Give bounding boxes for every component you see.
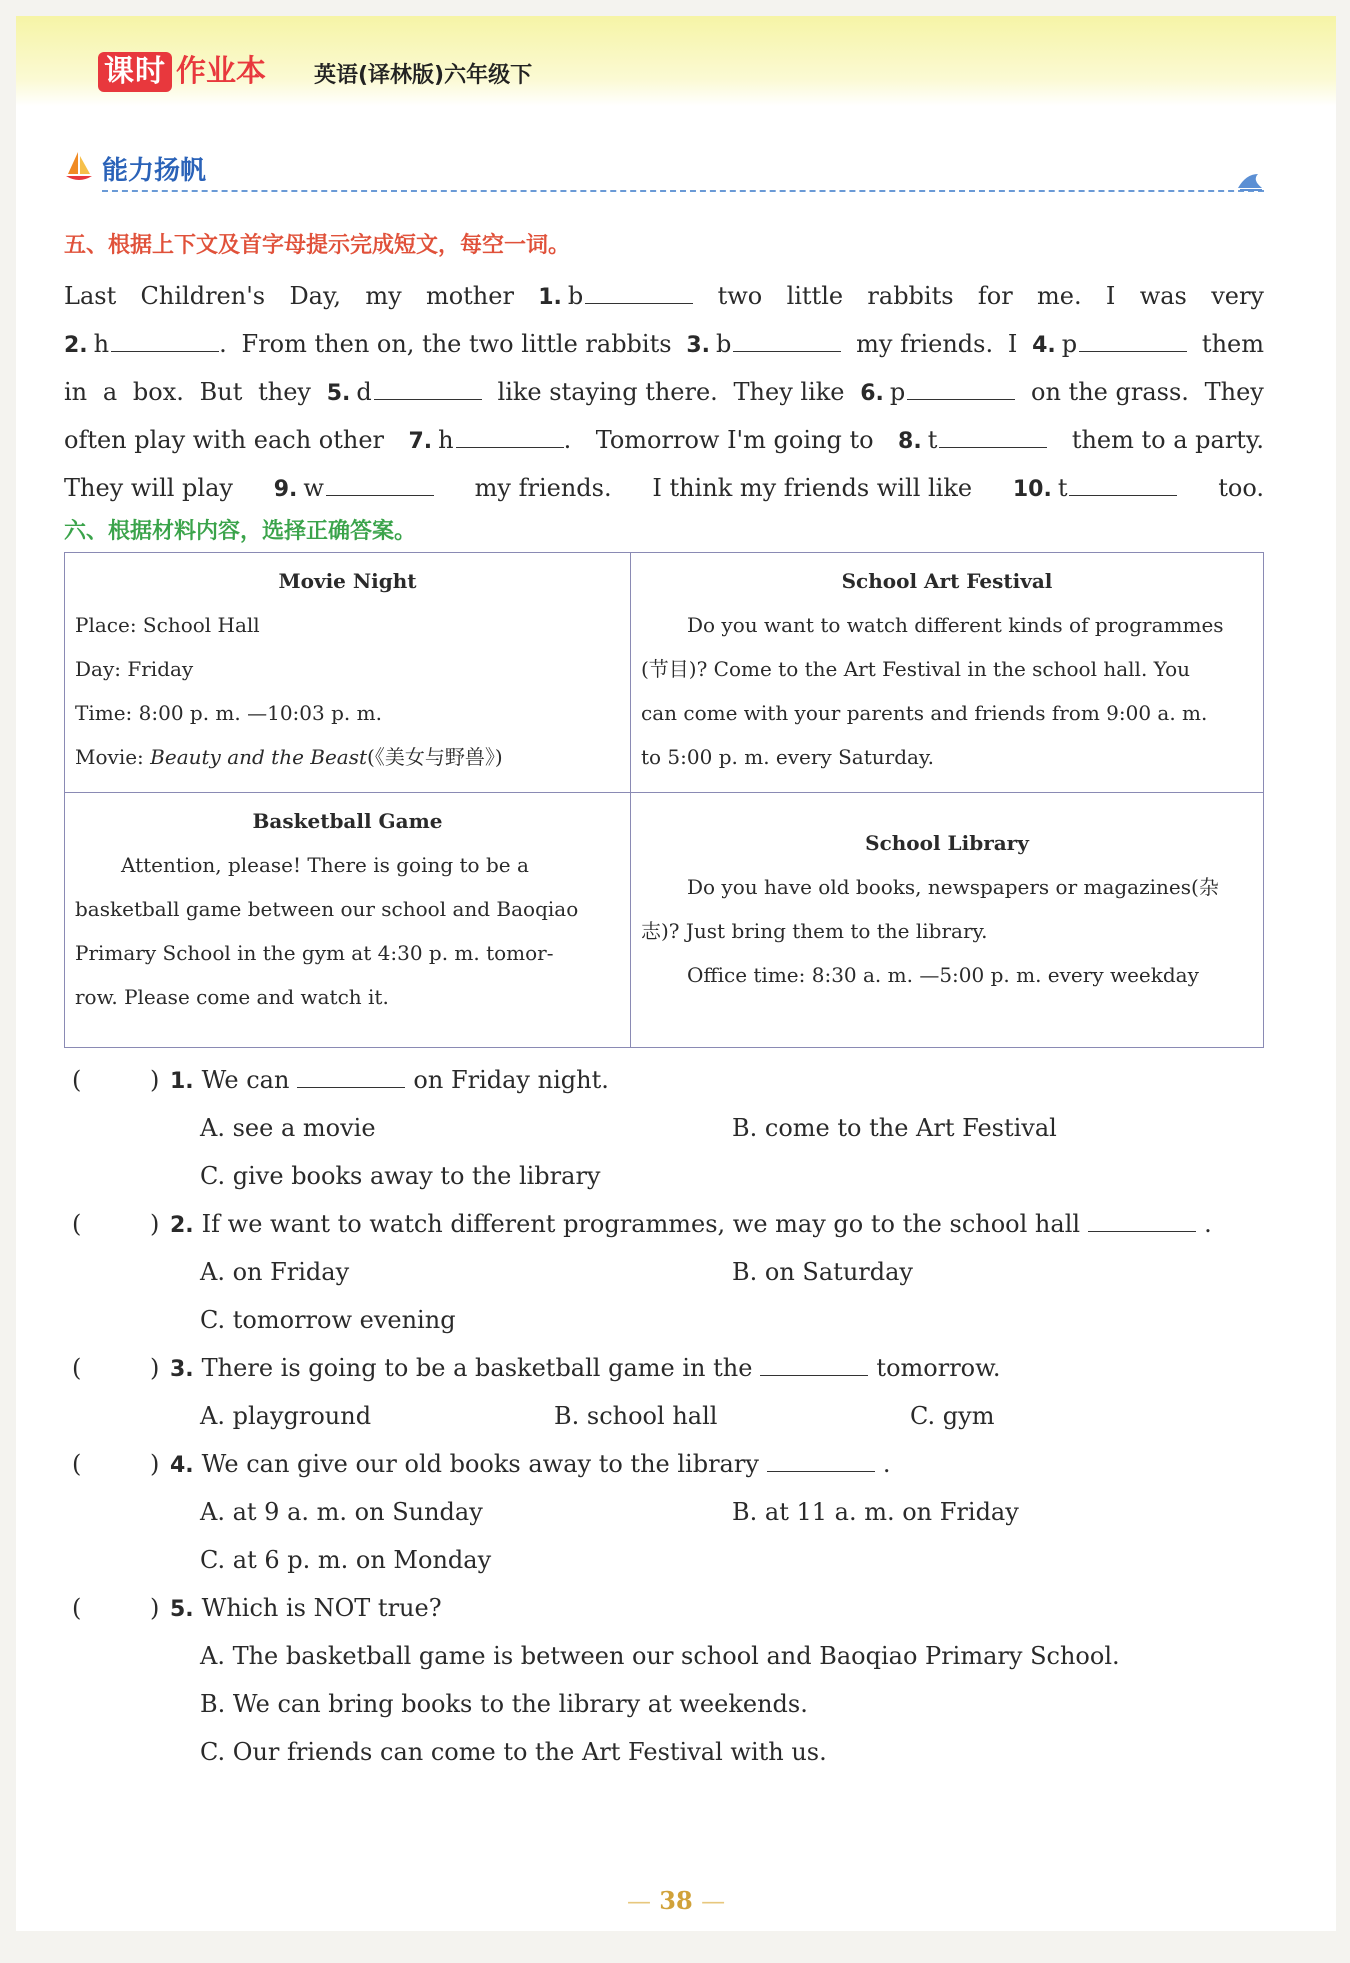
movie-cn-name: (《美女与野兽》)	[367, 745, 503, 769]
reading-material-table	[64, 552, 1264, 1048]
movie-name-line	[75, 735, 620, 779]
art-line: to 5:00 p. m. every Saturday.	[641, 745, 934, 769]
blank-suffix: .	[219, 330, 227, 358]
art-festival-card	[631, 553, 1263, 793]
answer-blank[interactable]	[374, 377, 482, 400]
question-number: 4.	[170, 1453, 194, 1478]
answer-paren-right: )	[150, 1354, 160, 1382]
passage-text: them	[1201, 330, 1264, 358]
answer-blank[interactable]	[733, 329, 841, 352]
part5-heading: 五、根据上下文及首字母提示完成短文，每空一词。	[64, 233, 571, 258]
answer-blank[interactable]	[585, 281, 693, 304]
question-text	[170, 1344, 1000, 1394]
page-number-value: 38	[659, 1886, 693, 1915]
passage-text: often play with each other	[64, 426, 385, 454]
passage-line	[64, 320, 1264, 368]
passage-text: they	[258, 378, 311, 406]
art-line: can come with your parents and friends from 9:00 a. m.	[641, 701, 1208, 725]
question-stem-end: .	[882, 1450, 891, 1478]
question-stem-end: on Friday night.	[413, 1066, 609, 1094]
passage-text: for	[977, 282, 1013, 310]
library-line: Do you have old books, newspapers or magazines(杂	[687, 875, 1219, 899]
movie-night-title: Movie Night	[278, 569, 417, 593]
passage-text: From then on, the two little rabbits	[241, 330, 672, 358]
answer-paren-left: (	[72, 1594, 82, 1622]
passage-line	[64, 416, 1264, 464]
question-row	[64, 1440, 1264, 1488]
passage-text: very	[1211, 282, 1264, 310]
answer-blank[interactable]	[1088, 1209, 1196, 1232]
option-row	[64, 1248, 1264, 1296]
passage-text: my	[365, 282, 402, 310]
passage-text: my friends.	[474, 474, 612, 502]
answer-paren-right: )	[150, 1210, 160, 1238]
passage-text: a	[102, 378, 118, 406]
option-a[interactable]: A. on Friday	[200, 1258, 350, 1286]
question-text	[170, 1056, 609, 1106]
option-b[interactable]: B. on Saturday	[732, 1258, 913, 1286]
question-stem: If we want to watch different programmes, we may go to the school hall	[201, 1210, 1081, 1238]
basketball-line: basketball game between our school and Baoqiao	[75, 897, 579, 921]
answer-paren-left: (	[72, 1066, 82, 1094]
sailboat-icon	[64, 150, 94, 184]
answer-blank[interactable]	[760, 1353, 868, 1376]
option-row	[64, 1728, 1264, 1776]
question-text	[170, 1200, 1212, 1250]
passage-text: mother	[425, 282, 514, 310]
passage-blank-group	[898, 416, 1047, 464]
blank-initial: h	[93, 330, 110, 358]
passage-text: me.	[1037, 282, 1082, 310]
passage-blank-group	[538, 272, 693, 320]
book-subtitle: 英语(译林版)六年级下	[314, 63, 533, 88]
library-title: School Library	[865, 831, 1029, 855]
blank-number: 3.	[686, 333, 710, 358]
passage-blank-group	[1013, 464, 1178, 512]
page-number	[576, 1886, 776, 1915]
option-row	[64, 1536, 1264, 1584]
option-c[interactable]: C. at 6 p. m. on Monday	[200, 1546, 492, 1574]
answer-paren-left: (	[72, 1450, 82, 1478]
page-header	[16, 16, 1336, 106]
passage-text: Children's	[140, 282, 266, 310]
cloze-passage	[64, 272, 1264, 512]
logo-text: 作业本	[176, 54, 266, 89]
logo-box: 课时	[98, 52, 172, 92]
option-a[interactable]: A. at 9 a. m. on Sunday	[200, 1498, 483, 1526]
answer-paren-right: )	[150, 1450, 160, 1478]
option-row	[64, 1680, 1264, 1728]
passage-blank-group	[64, 320, 227, 368]
basketball-title: Basketball Game	[252, 809, 443, 833]
passage-line	[64, 368, 1264, 416]
passage-text: Day,	[289, 282, 341, 310]
passage-blank-group	[1032, 320, 1187, 368]
passage-text: I think my friends will like	[652, 474, 973, 502]
basketball-line: row. Please come and watch it.	[75, 985, 389, 1009]
passage-blank-group	[686, 320, 841, 368]
book-logo	[98, 52, 266, 92]
option-c[interactable]: C. Our friends can come to the Art Festival with us.	[200, 1738, 827, 1766]
passage-text: But	[199, 378, 243, 406]
basketball-card	[65, 793, 631, 1047]
passage-text: I	[1105, 282, 1116, 310]
blank-number: 9.	[273, 477, 298, 502]
library-card	[631, 793, 1263, 1047]
passage-text: them to a party.	[1071, 426, 1264, 454]
option-row	[64, 1296, 1264, 1344]
blank-initial: t	[1057, 474, 1068, 502]
blank-number: 10.	[1012, 477, 1052, 502]
option-c[interactable]: C. gym	[910, 1402, 995, 1430]
question-row	[64, 1200, 1264, 1248]
question-number: 2.	[170, 1213, 194, 1238]
blank-initial: w	[303, 474, 324, 502]
option-b[interactable]: B. school hall	[554, 1402, 718, 1430]
art-festival-title: School Art Festival	[841, 569, 1053, 593]
question-text	[170, 1584, 442, 1634]
wave-icon	[1236, 170, 1264, 192]
movie-label: Movie:	[75, 745, 151, 769]
passage-text: They	[1204, 378, 1264, 406]
passage-text: Last	[64, 282, 117, 310]
blank-initial: b	[567, 282, 584, 310]
answer-blank[interactable]	[939, 425, 1047, 448]
blank-number: 5.	[326, 381, 351, 406]
answer-blank[interactable]	[1069, 473, 1177, 496]
passage-text: two	[717, 282, 763, 310]
blank-initial: h	[438, 426, 454, 454]
passage-text: on the grass.	[1031, 378, 1189, 406]
passage-blank-group	[274, 464, 434, 512]
worksheet-page	[16, 16, 1336, 1931]
blank-initial: b	[716, 330, 732, 358]
blank-suffix: .	[563, 426, 572, 454]
question-stem: There is going to be a basketball game in the	[201, 1354, 753, 1382]
blank-number: 6.	[860, 381, 884, 406]
passage-text: Tomorrow I'm going to	[595, 426, 874, 454]
blank-number: 4.	[1032, 333, 1056, 358]
passage-text: rabbits	[867, 282, 954, 310]
answer-blank[interactable]	[1079, 329, 1187, 352]
section-divider	[102, 190, 1264, 192]
blank-number: 1.	[538, 285, 562, 310]
option-row	[64, 1488, 1264, 1536]
question-list	[64, 1056, 1264, 1776]
question-number: 5.	[170, 1597, 194, 1622]
passage-line	[64, 464, 1264, 512]
page-dash-right: —	[701, 1887, 726, 1915]
passage-text: They will play	[64, 474, 233, 502]
passage-line	[64, 272, 1264, 320]
passage-blank-group	[408, 416, 571, 464]
option-a[interactable]: A. The basketball game is between our school and Baoqiao Primary School.	[200, 1642, 1120, 1670]
question-stem: We can give our old books away to the library	[201, 1450, 759, 1478]
option-b[interactable]: B. come to the Art Festival	[732, 1114, 1057, 1142]
movie-place: Place: School Hall	[75, 613, 260, 637]
question-row	[64, 1584, 1264, 1632]
answer-blank[interactable]	[767, 1449, 875, 1472]
blank-initial: d	[356, 378, 372, 406]
passage-text: I	[1007, 330, 1018, 358]
blank-initial: t	[927, 426, 938, 454]
blank-initial: p	[1061, 330, 1078, 358]
question-number: 1.	[170, 1069, 194, 1094]
answer-paren-left: (	[72, 1210, 82, 1238]
option-c[interactable]: C. give books away to the library	[200, 1162, 601, 1190]
answer-blank[interactable]	[111, 329, 219, 352]
question-number: 3.	[170, 1357, 194, 1382]
answer-blank[interactable]	[326, 473, 434, 496]
question-stem: We can	[201, 1066, 290, 1094]
answer-paren-right: )	[150, 1594, 160, 1622]
option-b[interactable]: B. at 11 a. m. on Friday	[732, 1498, 1019, 1526]
answer-blank[interactable]	[297, 1065, 405, 1088]
basketball-line: Primary School in the gym at 4:30 p. m. tomor-	[75, 941, 554, 965]
option-a[interactable]: A. see a movie	[200, 1114, 376, 1142]
passage-text: box.	[132, 378, 184, 406]
option-row	[64, 1104, 1264, 1152]
answer-paren-left: (	[72, 1354, 82, 1382]
question-text	[170, 1440, 891, 1490]
movie-night-card	[65, 553, 631, 793]
question-stem-end: tomorrow.	[876, 1354, 1001, 1382]
movie-day: Day: Friday	[75, 657, 194, 681]
passage-text: in	[64, 378, 88, 406]
movie-name: Beauty and the Beast	[150, 745, 368, 769]
passage-blank-group	[860, 368, 1015, 416]
art-line: Do you want to watch different kinds of programmes	[687, 613, 1224, 637]
blank-initial: p	[889, 378, 906, 406]
passage-text: They like	[733, 378, 845, 406]
blank-number: 8.	[898, 429, 922, 454]
option-c[interactable]: C. tomorrow evening	[200, 1306, 456, 1334]
question-row	[64, 1344, 1264, 1392]
art-line: (节目)? Come to the Art Festival in the school hall. You	[641, 657, 1191, 681]
option-row	[64, 1632, 1264, 1680]
passage-text: like staying there.	[497, 378, 718, 406]
library-line: Office time: 8:30 a. m. —5:00 p. m. every weekday	[687, 963, 1199, 987]
answer-blank[interactable]	[456, 425, 564, 448]
section-title: 能力扬帆	[102, 156, 207, 186]
answer-blank[interactable]	[907, 377, 1015, 400]
page-dash-left: —	[626, 1887, 651, 1915]
passage-text: little	[786, 282, 844, 310]
section-header	[64, 148, 1264, 192]
question-stem-end: .	[1204, 1210, 1212, 1238]
part6-heading: 六、根据材料内容，选择正确答案。	[64, 519, 417, 544]
basketball-line: Attention, please! There is going to be a	[121, 853, 529, 877]
option-row	[64, 1152, 1264, 1200]
blank-number: 2.	[64, 333, 88, 358]
answer-paren-right: )	[150, 1066, 160, 1094]
option-a[interactable]: A. playground	[200, 1402, 372, 1430]
option-b[interactable]: B. We can bring books to the library at weekends.	[200, 1690, 808, 1718]
passage-blank-group	[327, 368, 482, 416]
question-stem: Which is NOT true?	[201, 1594, 442, 1622]
movie-time: Time: 8:00 p. m. —10:03 p. m.	[75, 701, 382, 725]
blank-number: 7.	[408, 429, 433, 454]
passage-text: was	[1139, 282, 1187, 310]
library-line: 志)? Just bring them to the library.	[641, 919, 988, 943]
option-row	[64, 1392, 1264, 1440]
passage-text: my friends.	[856, 330, 994, 358]
question-row	[64, 1056, 1264, 1104]
passage-text: too.	[1218, 474, 1264, 502]
